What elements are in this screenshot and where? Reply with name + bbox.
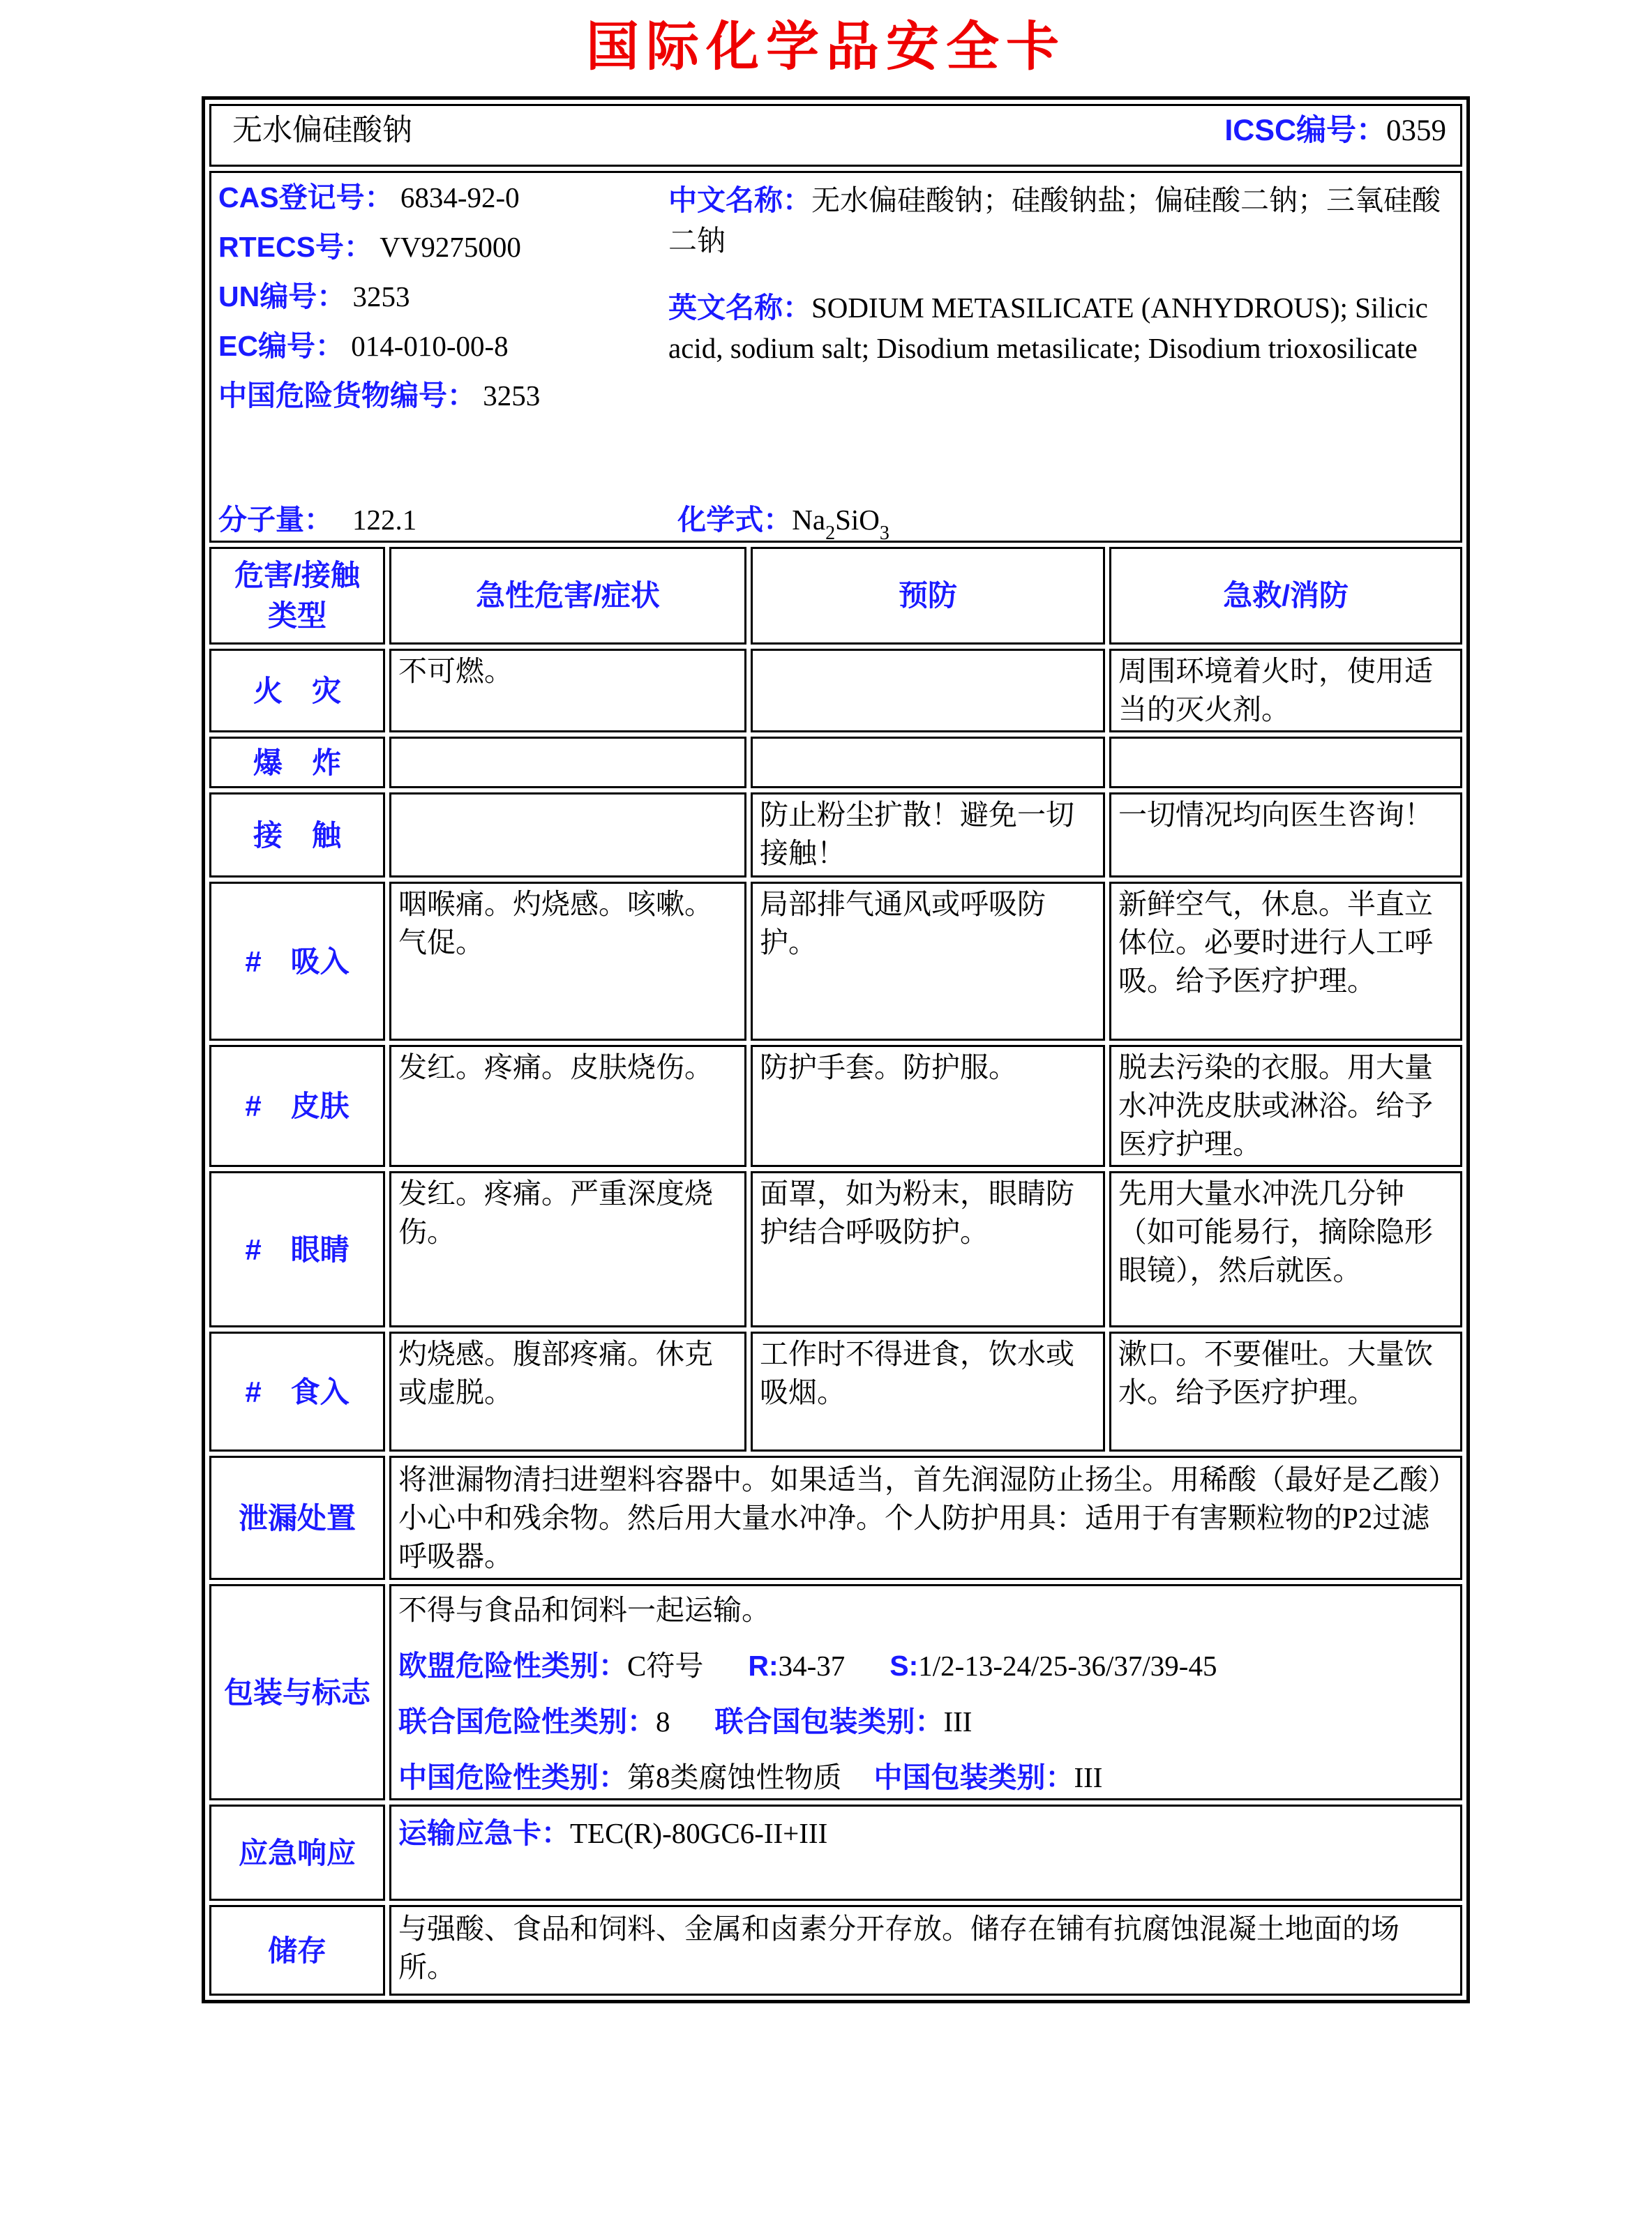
un-packing-group-value: III: [943, 1705, 973, 1738]
hazard-row-eyes: [209, 1171, 1462, 1327]
ec-number-line: [218, 329, 668, 363]
skin-prevention: 防护手套。防护服。: [751, 1045, 1105, 1167]
registry-numbers-block: [218, 180, 668, 428]
transport-emergency-card-value: TEC(R)-80GC6-II+III: [570, 1817, 828, 1849]
un-number-label: UN编号：: [218, 280, 346, 312]
eyes-label: # 眼睛: [209, 1171, 385, 1327]
chemical-names-block: [668, 180, 1453, 428]
un-number-line: [218, 279, 668, 314]
emergency-response-cell: [389, 1805, 1462, 1901]
english-name-value: SODIUM METASILICATE (ANHYDROUS); Silicic acid, sodium salt; Disodium metasilicate; Disodium trioxosilicate: [668, 292, 1428, 364]
prevention-header: 预防: [751, 547, 1105, 645]
chinese-name-label: 中文名称：: [668, 184, 811, 216]
substance-name: 无水偏硅酸钠: [232, 114, 412, 147]
inhalation-label: # 吸入: [209, 882, 385, 1041]
substance-header-cell: [209, 104, 1462, 167]
molecular-weight-value: 122.1: [352, 504, 417, 536]
first-aid-header: 急救/消防: [1109, 547, 1462, 645]
cn-hazard-class-value: 第8类腐蚀性物质: [627, 1761, 842, 1793]
un-hazard-class-value: 8: [656, 1705, 670, 1738]
icsc-card-table: [202, 96, 1470, 2003]
explosion-label: 爆 炸: [209, 737, 385, 788]
storage-label: 储存: [209, 1905, 385, 1996]
eu-hazard-class-label: 欧盟危险性类别：: [398, 1650, 627, 1682]
un-packing-group-label: 联合国包装类别：: [714, 1705, 944, 1738]
exposure-symptoms: [389, 792, 746, 878]
explosion-symptoms: [389, 737, 746, 788]
exposure-prevention: 防止粉尘扩散！避免一切接触！: [751, 792, 1105, 878]
substance-header-row: [209, 104, 1462, 167]
packaging-labelling-row: [209, 1584, 1462, 1800]
hazard-row-skin: [209, 1045, 1462, 1167]
ec-number-label: EC编号：: [218, 330, 344, 362]
formula-subscript-2: 2: [825, 522, 836, 543]
skin-label: # 皮肤: [209, 1045, 385, 1167]
transport-emergency-card-line: [398, 1814, 1453, 1853]
cas-number-value: 6834-92-0: [400, 181, 520, 213]
spill-disposal-text: 将泄漏物清扫进塑料容器中。如果适当，首先润湿防止扬尘。用稀酸（最好是乙酸）小心中和残余物。然后用大量水冲净。个人防护用具：适用于有害颗粒物的P2过滤呼吸器。: [389, 1456, 1462, 1580]
un-class-line: [398, 1702, 1453, 1741]
acute-hazards-header: 急性危害/症状: [389, 547, 746, 645]
fire-response: 周围环境着火时，使用适当的灭火剂。: [1109, 649, 1462, 732]
inhalation-response: 新鲜空气，休息。半直立体位。必要时进行人工呼吸。给予医疗护理。: [1109, 882, 1462, 1041]
cn-dangerous-goods-number-value: 3253: [483, 379, 541, 412]
eyes-prevention: 面罩，如为粉末，眼睛防护结合呼吸防护。: [751, 1171, 1105, 1327]
chinese-name-paragraph: [668, 180, 1453, 261]
storage-text: 与强酸、食品和饲料、金属和卤素分开存放。储存在铺有抗腐蚀混凝土地面的场所。: [389, 1905, 1462, 1996]
ec-number-value: 014-010-00-8: [351, 330, 509, 362]
hazard-row-fire: [209, 649, 1462, 732]
cn-class-line: [398, 1758, 1453, 1797]
cn-dangerous-goods-number-label: 中国危险货物编号：: [218, 379, 476, 412]
packaging-labelling-label: 包装与标志: [209, 1584, 385, 1800]
ingestion-response: 漱口。不要催吐。大量饮水。给予医疗护理。: [1109, 1332, 1462, 1452]
cn-packing-group-label: 中国包装类别：: [873, 1761, 1074, 1793]
fire-symptoms: 不可燃。: [389, 649, 746, 732]
chinese-name-value: 无水偏硅酸钠；硅酸钠盐；偏硅酸二钠；三氧硅酸二钠: [668, 184, 1441, 257]
identifiers-row: [209, 171, 1462, 543]
explosion-response: [1109, 737, 1462, 788]
cn-packing-group-value: III: [1074, 1761, 1103, 1793]
eu-hazard-class-value: C符号: [627, 1650, 704, 1682]
packaging-transport-note: 不得与食品和饲料一起运输。: [398, 1594, 770, 1626]
formula-subscript-3: 3: [879, 522, 889, 543]
english-name-label: 英文名称：: [668, 292, 811, 324]
hazard-row-explosion: [209, 737, 1462, 788]
rtecs-number-label: RTECS号：: [218, 231, 373, 263]
hazard-table-header-row: [209, 547, 1462, 645]
cas-number-label: CAS登记号：: [218, 181, 393, 213]
icsc-number: [1224, 112, 1446, 150]
cas-number-line: [218, 180, 668, 215]
exposure-response: 一切情况均向医生咨询！: [1109, 792, 1462, 878]
s-phrases-value: 1/2-13-24/25-36/37/39-45: [918, 1650, 1217, 1682]
icsc-number-label: ICSC编号：: [1224, 114, 1387, 147]
inhalation-prevention: 局部排气通风或呼吸防护。: [751, 882, 1105, 1041]
eyes-symptoms: 发红。疼痛。严重深度烧伤。: [389, 1171, 746, 1327]
rtecs-number-line: [218, 229, 668, 264]
spill-disposal-label: 泄漏处置: [209, 1456, 385, 1580]
cn-hazard-class-label: 中国危险性类别：: [398, 1761, 627, 1793]
explosion-prevention: [751, 737, 1105, 788]
emergency-response-row: [209, 1805, 1462, 1901]
hazard-row-exposure: [209, 792, 1462, 878]
chemical-formula-value: $Na_2SiO_3$: [792, 504, 889, 543]
cn-dangerous-goods-number-line: [218, 378, 668, 413]
inhalation-symptoms: 咽喉痛。灼烧感。咳嗽。气促。: [389, 882, 746, 1041]
skin-response: 脱去污染的衣服。用大量水冲洗皮肤或淋浴。给予医疗护理。: [1109, 1045, 1462, 1167]
un-number-value: 3253: [352, 280, 410, 312]
storage-row: [209, 1905, 1462, 1996]
identifiers-cell: [209, 171, 1462, 543]
page-title: 国际化学品安全卡: [586, 17, 1066, 77]
s-phrases-label: S:: [889, 1650, 919, 1682]
r-phrases-value: 34-37: [778, 1650, 846, 1682]
eyes-response: 先用大量水冲洗几分钟（如可能易行，摘除隐形眼镜），然后就医。: [1109, 1171, 1462, 1327]
molecular-weight-group: [218, 500, 670, 539]
english-name-paragraph: [668, 287, 1453, 368]
molecular-weight-label: 分子量：: [218, 504, 333, 536]
fire-label: 火 灾: [209, 649, 385, 732]
eu-hazard-class-line: [398, 1646, 1453, 1685]
fire-prevention: [751, 649, 1105, 732]
chemical-formula-label: 化学式：: [677, 504, 793, 536]
emergency-response-label: 应急响应: [209, 1805, 385, 1901]
packaging-labelling-cell: [389, 1584, 1462, 1800]
ingestion-symptoms: 灼烧感。腹部疼痛。休克或虚脱。: [389, 1332, 746, 1452]
skin-symptoms: 发红。疼痛。皮肤烧伤。: [389, 1045, 746, 1167]
un-hazard-class-label: 联合国危险性类别：: [398, 1705, 656, 1738]
spill-disposal-row: [209, 1456, 1462, 1580]
molecular-info-line: [218, 500, 1453, 543]
exposure-label: 接 触: [209, 792, 385, 878]
transport-emergency-card-label: 运输应急卡：: [398, 1817, 570, 1849]
ingestion-prevention: 工作时不得进食，饮水或吸烟。: [751, 1332, 1105, 1452]
hazard-row-ingestion: [209, 1332, 1462, 1452]
hazard-row-inhalation: [209, 882, 1462, 1041]
hazard-type-header: 危害/接触 类型: [209, 547, 385, 645]
r-phrases-label: R:: [748, 1650, 779, 1682]
icsc-number-value: 0359: [1386, 114, 1447, 147]
ingestion-label: # 食入: [209, 1332, 385, 1452]
rtecs-number-value: VV9275000: [380, 231, 521, 263]
